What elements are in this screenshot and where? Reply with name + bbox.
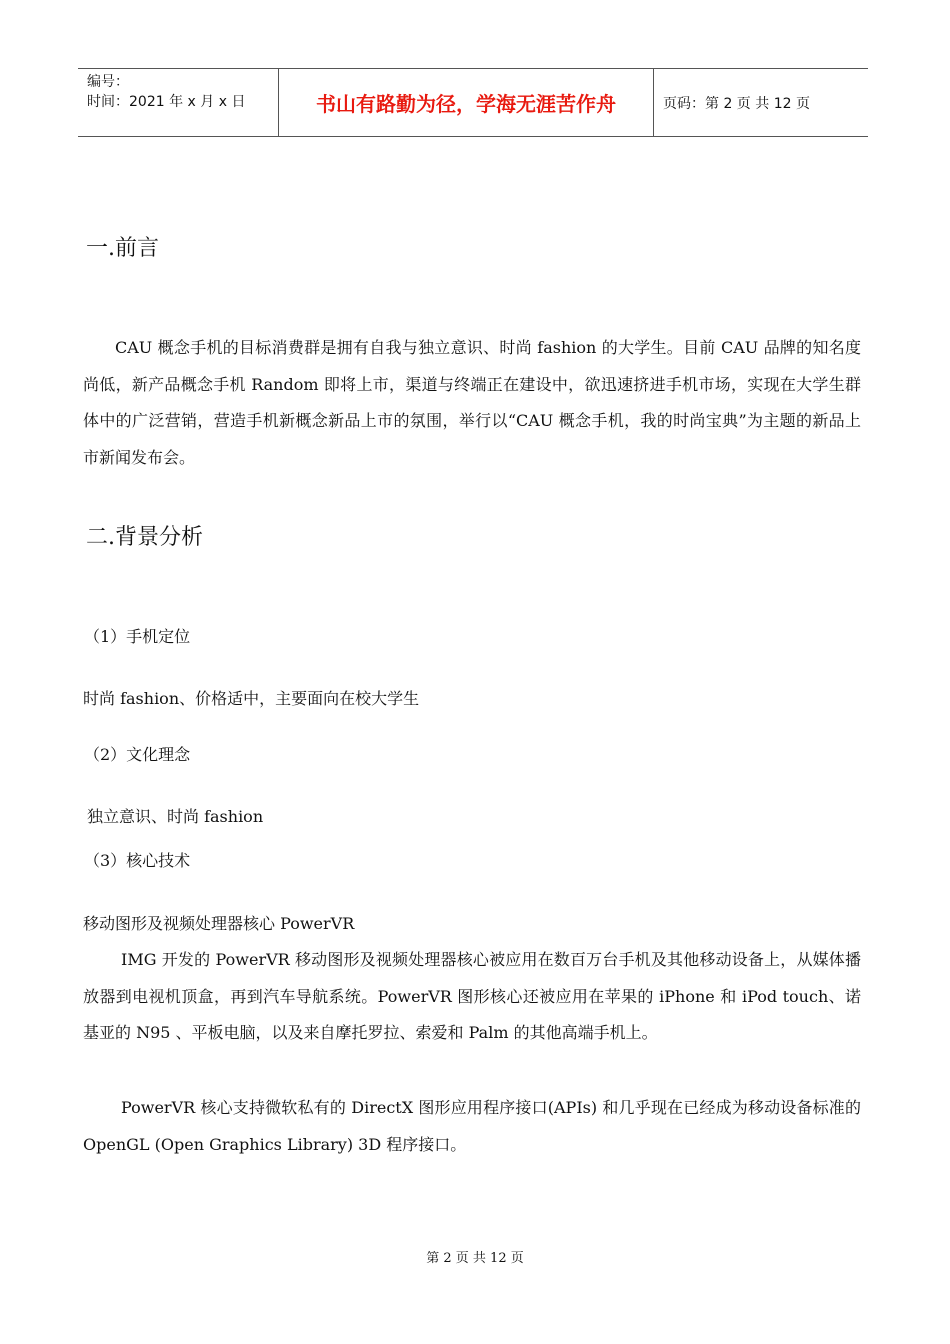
section-2-title: 二.背景分析 [86, 525, 203, 550]
item-2-text: 独立意识、时尚 fashion [87, 807, 264, 826]
item-3-subtitle: 移动图形及视频处理器核心 PowerVR [83, 914, 355, 933]
section-1-title: 一.前言 [86, 236, 159, 261]
item-3-label: （3）核心技术 [84, 851, 191, 870]
header-motto: 书山有路勤为径，学海无涯苦作舟 [278, 69, 654, 136]
item-3-paragraph-2: PowerVR 核心支持微软私有的 DirectX 图形应用程序接口(APIs) 和几乎现在已经成为移动设备标准的 OpenGL (Open Graphics Library) 3D 程序接口。 [83, 1098, 861, 1154]
header-info-cell [78, 69, 278, 136]
header-page-label: 页码：第 2 页 共 12 页 [663, 95, 810, 112]
header-time-label: 时间：2021 年 x 月 x 日 [87, 94, 246, 110]
item-3-paragraph-1: IMG 开发的 PowerVR 移动图形及视频处理器核心被应用在数百万台手机及其他移动设备上，从媒体播放器到电视机顶盒，再到汽车导航系统。PowerVR 图形核心还被应用在苹果的 iPhone 和 iPod touch、诺基亚的 N95 、平板电脑，以及来自摩托罗拉、索爱和 Palm 的其他高端手机上。 [83, 950, 861, 1042]
section-1-paragraph: CAU 概念手机的目标消费群是拥有自我与独立意识、时尚 fashion 的大学生。目前 CAU 品牌的知名度尚低，新产品概念手机 Random 即将上市，渠道与终端正在建设中，欲迅速挤进手机市场，实现在大学生群体中的广泛营销，营造手机新概念新品上市的氛围，举行以“CAU 概念手机，我的时尚宝典”为主题的新品上市新闻发布会。 [83, 338, 861, 467]
item-2-label: （2）文化理念 [84, 745, 191, 764]
header-page-cell [653, 69, 868, 136]
page-header [78, 68, 868, 137]
header-number-label: 编号： [87, 74, 129, 90]
item-1-text: 时尚 fashion、价格适中，主要面向在校大学生 [83, 689, 420, 708]
item-1-label: （1）手机定位 [84, 627, 191, 646]
page-footer: 第 2 页 共 12 页 [426, 1251, 524, 1266]
